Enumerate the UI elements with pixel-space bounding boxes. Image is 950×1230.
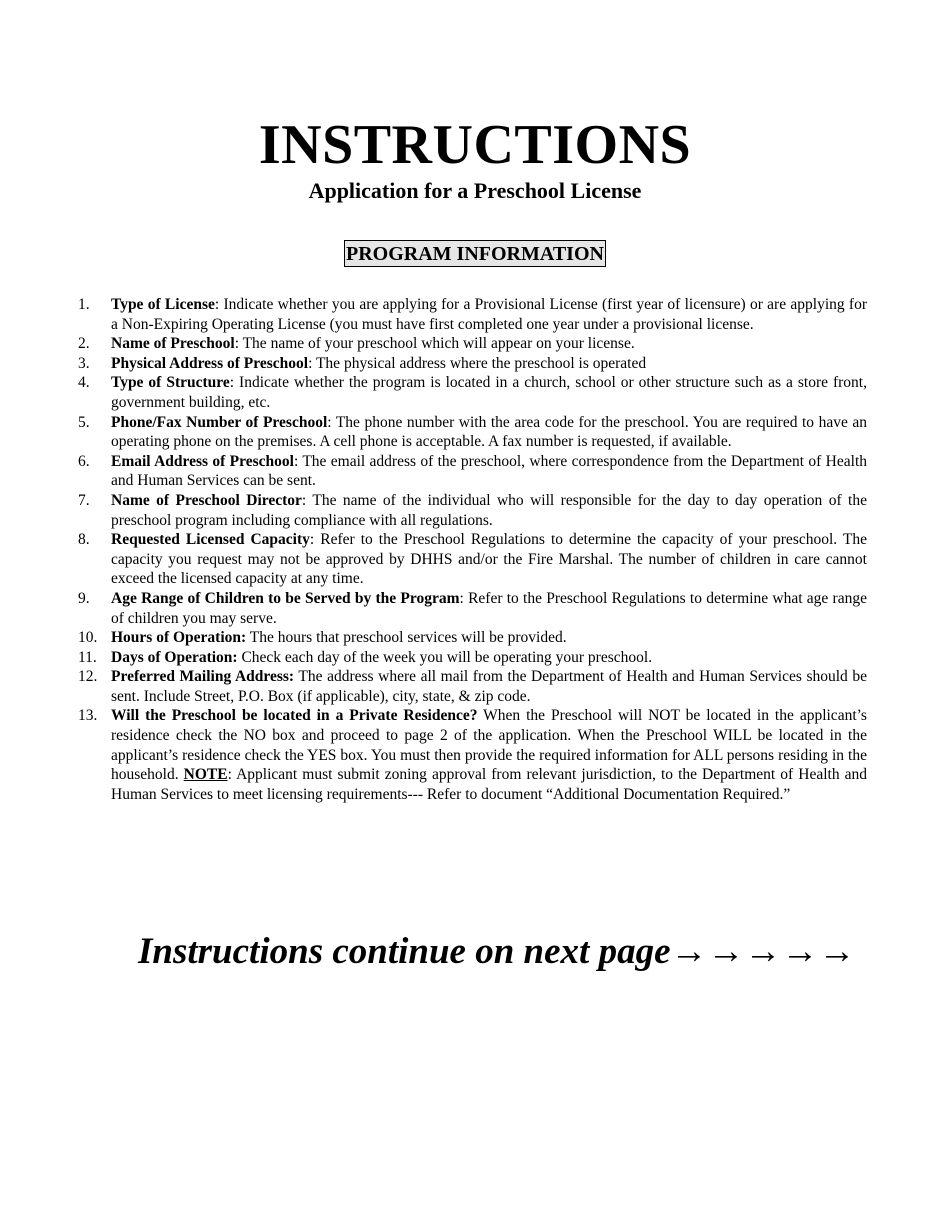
- item-body: [111, 628, 867, 648]
- list-item: [78, 589, 867, 628]
- item-body: [111, 373, 867, 412]
- item-text: The phone number with the area code for the preschool. You are required to have an operating phone on the premises. A cell phone is acceptable. A fax number is requested, if available.: [111, 413, 868, 451]
- note-text: : Applicant must submit zoning approval from relevant jurisdiction, to the Department of Health and Human Services to meet licensing requirements--- Refer to document “Additional Documentation Required.”: [111, 766, 867, 803]
- item-term: Phone/Fax Number of Preschool: [111, 413, 328, 431]
- item-number: 1.: [78, 296, 90, 313]
- list-item: [78, 373, 867, 412]
- item-text: Indicate whether the program is located in a church, school or other structure such as a store front, government building, etc.: [111, 374, 867, 411]
- item-separator: :: [301, 491, 313, 509]
- item-term: Name of Preschool Director: [111, 491, 302, 509]
- item-separator: :: [308, 354, 316, 372]
- list-item: [78, 667, 867, 706]
- list-item: [78, 628, 867, 648]
- item-text: Check each day of the week you will be operating your preschool.: [241, 648, 653, 666]
- item-separator: :: [459, 589, 469, 607]
- item-body: [111, 452, 867, 491]
- list-item: [78, 413, 867, 452]
- item-number: 3.: [78, 354, 90, 372]
- item-body: [111, 589, 867, 628]
- instruction-list: [78, 295, 867, 804]
- item-number: 2.: [78, 335, 90, 353]
- item-term: Hours of Operation:: [111, 629, 247, 647]
- section-heading: PROGRAM INFORMATION: [344, 240, 606, 267]
- item-text: The address where all mail from the Department of Health and Human Services should be sent. Include Street, P.O. Box (if applicable), city, state, & zip code.: [111, 668, 867, 705]
- list-item: [78, 530, 867, 589]
- list-item: [78, 491, 867, 530]
- item-number: 10.: [78, 629, 98, 647]
- item-number: 13.: [78, 707, 98, 725]
- list-item: [78, 648, 867, 668]
- note-label: NOTE: [183, 766, 228, 784]
- continue-notice: Instructions continue on next page→→→→→: [138, 931, 856, 972]
- item-separator: :: [234, 335, 243, 353]
- item-number: 7.: [78, 491, 90, 509]
- item-body: [111, 491, 867, 530]
- list-item: [78, 706, 867, 804]
- item-term: Type of License: [111, 296, 215, 313]
- item-text: The physical address where the preschool is operated: [315, 354, 647, 372]
- item-term: Name of Preschool: [111, 335, 235, 353]
- item-body: [111, 648, 867, 668]
- item-separator: :: [327, 413, 336, 431]
- item-text: When the Preschool will NOT be located in the applicant’s residence check the NO box and proceed to page 2 of the application. When the Preschool WILL be located in the applicant’s residence check the YES box. You must then provide the required information for ALL persons residing in the household.: [111, 707, 867, 784]
- list-item: [78, 334, 867, 354]
- item-number: 4.: [78, 374, 90, 392]
- item-term: Physical Address of Preschool: [111, 354, 309, 372]
- item-term: Requested Licensed Capacity: [111, 531, 310, 549]
- page-title: INSTRUCTIONS: [258, 114, 692, 176]
- item-body: [111, 354, 867, 374]
- item-term: Will the Preschool be located in a Private Residence?: [111, 707, 478, 725]
- item-text: Refer to the Preschool Regulations to determine what age range of children you may serve.: [111, 589, 867, 627]
- item-term: Age Range of Children to be Served by the Program: [111, 589, 460, 607]
- item-number: 11.: [78, 648, 97, 666]
- item-body: [111, 530, 867, 589]
- item-text: The email address of the preschool, where correspondence from the Department of Health and Human Services can be sent.: [111, 452, 868, 490]
- item-body: [111, 295, 867, 334]
- item-text: Refer to the Preschool Regulations to determine the capacity of your preschool. The capacity you request may not be approved by DHHS and/or the Fire Marshal. The number of children in care cannot exceed the licensed capacity at any time.: [111, 531, 867, 588]
- item-number: 6.: [78, 452, 90, 470]
- item-term: Days of Operation:: [111, 648, 238, 666]
- item-term: Email Address of Preschool: [111, 452, 294, 470]
- item-body: [111, 706, 867, 804]
- section-heading-wrap: [0, 240, 950, 267]
- item-text: The hours that preschool services will be provided.: [249, 629, 567, 647]
- item-separator: :: [309, 531, 321, 549]
- item-text: The name of the individual who will responsible for the day to day operation of the preschool program including compliance with all regulations.: [111, 491, 867, 529]
- item-term: Preferred Mailing Address:: [111, 668, 295, 686]
- item-body: [111, 334, 867, 354]
- list-item: [78, 295, 867, 334]
- item-number: 9.: [78, 589, 90, 607]
- item-number: 12.: [78, 668, 98, 686]
- page-subtitle: Application for a Preschool License: [308, 178, 642, 203]
- item-term: Type of Structure: [111, 374, 230, 392]
- item-number: 8.: [78, 531, 90, 549]
- item-separator: :: [214, 296, 224, 313]
- item-separator: :: [229, 374, 240, 392]
- item-text: Indicate whether you are applying for a Provisional License (first year of licensure) or are applying for a Non-Expiring Operating License (you must have first completed one year under a provisional license.: [111, 296, 867, 333]
- list-item: [78, 354, 867, 374]
- item-separator: :: [293, 452, 303, 470]
- list-item: [78, 452, 867, 491]
- item-number: 5.: [78, 413, 90, 431]
- item-text: The name of your preschool which will appear on your license.: [242, 335, 635, 353]
- item-body: [111, 413, 867, 452]
- item-body: [111, 667, 867, 706]
